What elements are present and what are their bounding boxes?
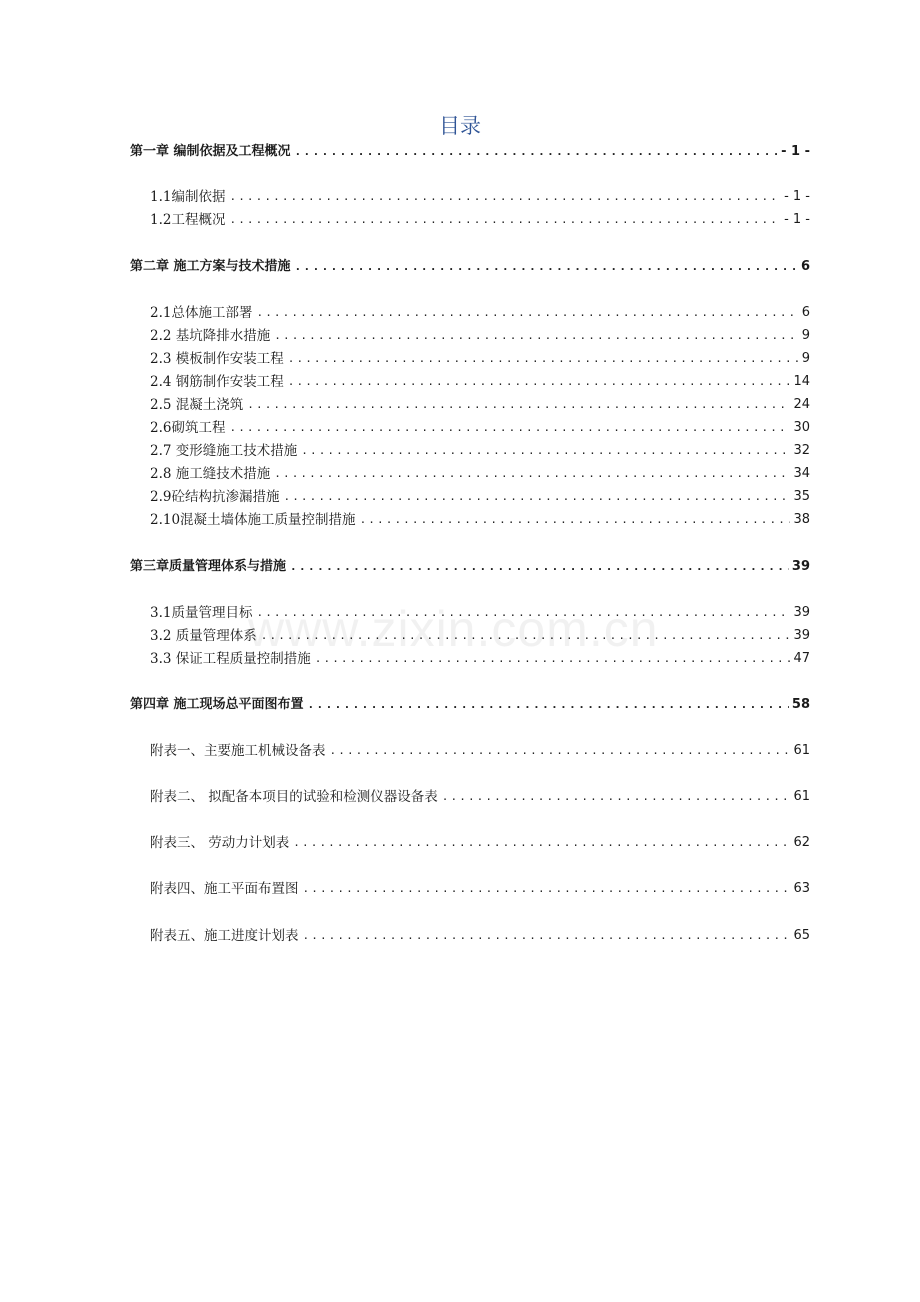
toc-entry-label: 第二章 施工方案与技术措施: [130, 259, 291, 274]
toc-entry-1-1[interactable]: [150, 187, 810, 207]
toc-entry-2-10[interactable]: [150, 510, 810, 530]
toc-entry-page: 38: [793, 512, 810, 527]
toc-entry-page: 35: [793, 489, 810, 504]
toc-entry-2-2[interactable]: [150, 326, 810, 346]
toc-entry-appendix-1[interactable]: [150, 741, 810, 761]
toc-entry-label: 1.1编制依据: [150, 189, 226, 205]
toc-entry-label: 2.9砼结构抗渗漏措施: [150, 489, 280, 505]
toc-entry-page: 30: [793, 420, 810, 435]
watermark: www.zixin.com.cn: [248, 601, 659, 657]
toc-entry-chapter-3[interactable]: [130, 557, 810, 577]
toc-entry-page: 63: [793, 881, 810, 896]
toc-entry-page: 58: [791, 697, 810, 712]
toc-entry-2-7[interactable]: [150, 441, 810, 461]
toc-entry-page: 39: [791, 559, 810, 574]
toc-entry-label: 2.1总体施工部署: [150, 305, 253, 321]
toc-entry-label: 1.2工程概况: [150, 212, 226, 228]
toc-entry-2-3[interactable]: [150, 349, 810, 369]
toc-entry-2-6[interactable]: [150, 418, 810, 438]
toc-entry-label: 第四章 施工现场总平面图布置: [130, 697, 304, 712]
toc-entry-appendix-3[interactable]: [150, 833, 810, 853]
toc-entry-2-4[interactable]: [150, 372, 810, 392]
dot-leader: [293, 833, 790, 853]
dot-leader: [303, 879, 791, 899]
toc-entry-2-1[interactable]: [150, 303, 810, 323]
toc-entry-appendix-2[interactable]: [150, 787, 810, 807]
toc-entry-page: 9: [801, 328, 810, 343]
toc-entry-label: 3.3 保证工程质量控制措施: [150, 651, 311, 667]
toc-entry-label: 3.1质量管理目标: [150, 605, 253, 621]
toc-entry-page: 32: [793, 443, 810, 458]
toc-entry-2-8[interactable]: [150, 464, 810, 484]
dot-leader: [315, 649, 791, 669]
dot-leader: [229, 187, 781, 207]
dot-leader: [261, 626, 791, 646]
dot-leader: [303, 926, 791, 946]
toc-entry-label: 2.4 钢筋制作安装工程: [150, 374, 284, 390]
toc-entry-label: 2.8 施工缝技术措施: [150, 466, 271, 482]
toc-entry-1-2[interactable]: [150, 210, 810, 230]
toc-entry-page: 62: [793, 835, 810, 850]
toc-entry-page: 65: [793, 928, 810, 943]
toc-entry-chapter-2[interactable]: [130, 257, 810, 277]
toc-entry-label: 3.2 质量管理体系: [150, 628, 257, 644]
dot-leader: [301, 441, 790, 461]
dot-leader: [288, 349, 799, 369]
toc-entry-2-9[interactable]: [150, 487, 810, 507]
dot-leader: [295, 142, 779, 162]
toc-entry-label: 2.10混凝土墙体施工质量控制措施: [150, 512, 356, 528]
toc-entry-3-1[interactable]: [150, 603, 810, 623]
dot-leader: [283, 487, 790, 507]
toc-entry-label: 2.2 基坑降排水措施: [150, 328, 271, 344]
toc-entry-page: 61: [793, 789, 810, 804]
toc-entry-2-5[interactable]: [150, 395, 810, 415]
toc-entry-appendix-5[interactable]: [150, 926, 810, 946]
toc-entry-page: - 1 -: [784, 212, 810, 227]
toc-entry-page: 6: [801, 305, 810, 320]
toc-entry-page: 9: [801, 351, 810, 366]
dot-leader: [288, 372, 791, 392]
toc-entry-page: 61: [793, 743, 810, 758]
dot-leader: [308, 695, 789, 715]
dot-leader: [229, 210, 781, 230]
toc-entry-label: 第三章质量管理体系与措施: [130, 559, 287, 574]
toc-entry-page: 47: [793, 651, 810, 666]
dot-leader: [256, 303, 798, 323]
toc-entry-label: 附表四、施工平面布置图: [150, 881, 299, 897]
toc-entry-page: - 1 -: [781, 144, 810, 159]
toc-entry-label: 附表二、 拟配备本项目的试验和检测仪器设备表: [150, 789, 438, 805]
toc-entry-label: 附表五、施工进度计划表: [150, 928, 299, 944]
toc-title: 目录: [439, 114, 481, 138]
toc-entry-chapter-1[interactable]: [130, 142, 810, 162]
dot-leader: [229, 418, 790, 438]
dot-leader: [330, 741, 791, 761]
toc-entry-label: 2.5 混凝土浇筑: [150, 397, 244, 413]
toc-entry-page: 39: [793, 628, 810, 643]
dot-leader: [274, 326, 798, 346]
toc-entry-chapter-4[interactable]: [130, 695, 810, 715]
toc-entry-label: 第一章 编制依据及工程概况: [130, 144, 291, 159]
toc-entry-3-2[interactable]: [150, 626, 810, 646]
toc-entry-page: 39: [793, 605, 810, 620]
toc-entry-page: 6: [800, 259, 810, 274]
toc-entry-appendix-4[interactable]: [150, 879, 810, 899]
toc-entry-page: 14: [793, 374, 810, 389]
toc-entry-label: 附表一、主要施工机械设备表: [150, 743, 326, 759]
dot-leader: [442, 787, 791, 807]
toc-entry-page: 34: [793, 466, 810, 481]
toc-entry-page: 24: [793, 397, 810, 412]
toc-entry-3-3[interactable]: [150, 649, 810, 669]
toc-entry-label: 2.7 变形缝施工技术措施: [150, 443, 298, 459]
toc-entry-label: 2.6砌筑工程: [150, 420, 226, 436]
toc-entry-page: - 1 -: [784, 189, 810, 204]
dot-leader: [295, 257, 798, 277]
dot-leader: [290, 557, 789, 577]
dot-leader: [360, 510, 791, 530]
toc-entry-label: 附表三、 劳动力计划表: [150, 835, 290, 851]
dot-leader: [247, 395, 790, 415]
toc-entry-label: 2.3 模板制作安装工程: [150, 351, 284, 367]
dot-leader: [256, 603, 790, 623]
dot-leader: [274, 464, 790, 484]
